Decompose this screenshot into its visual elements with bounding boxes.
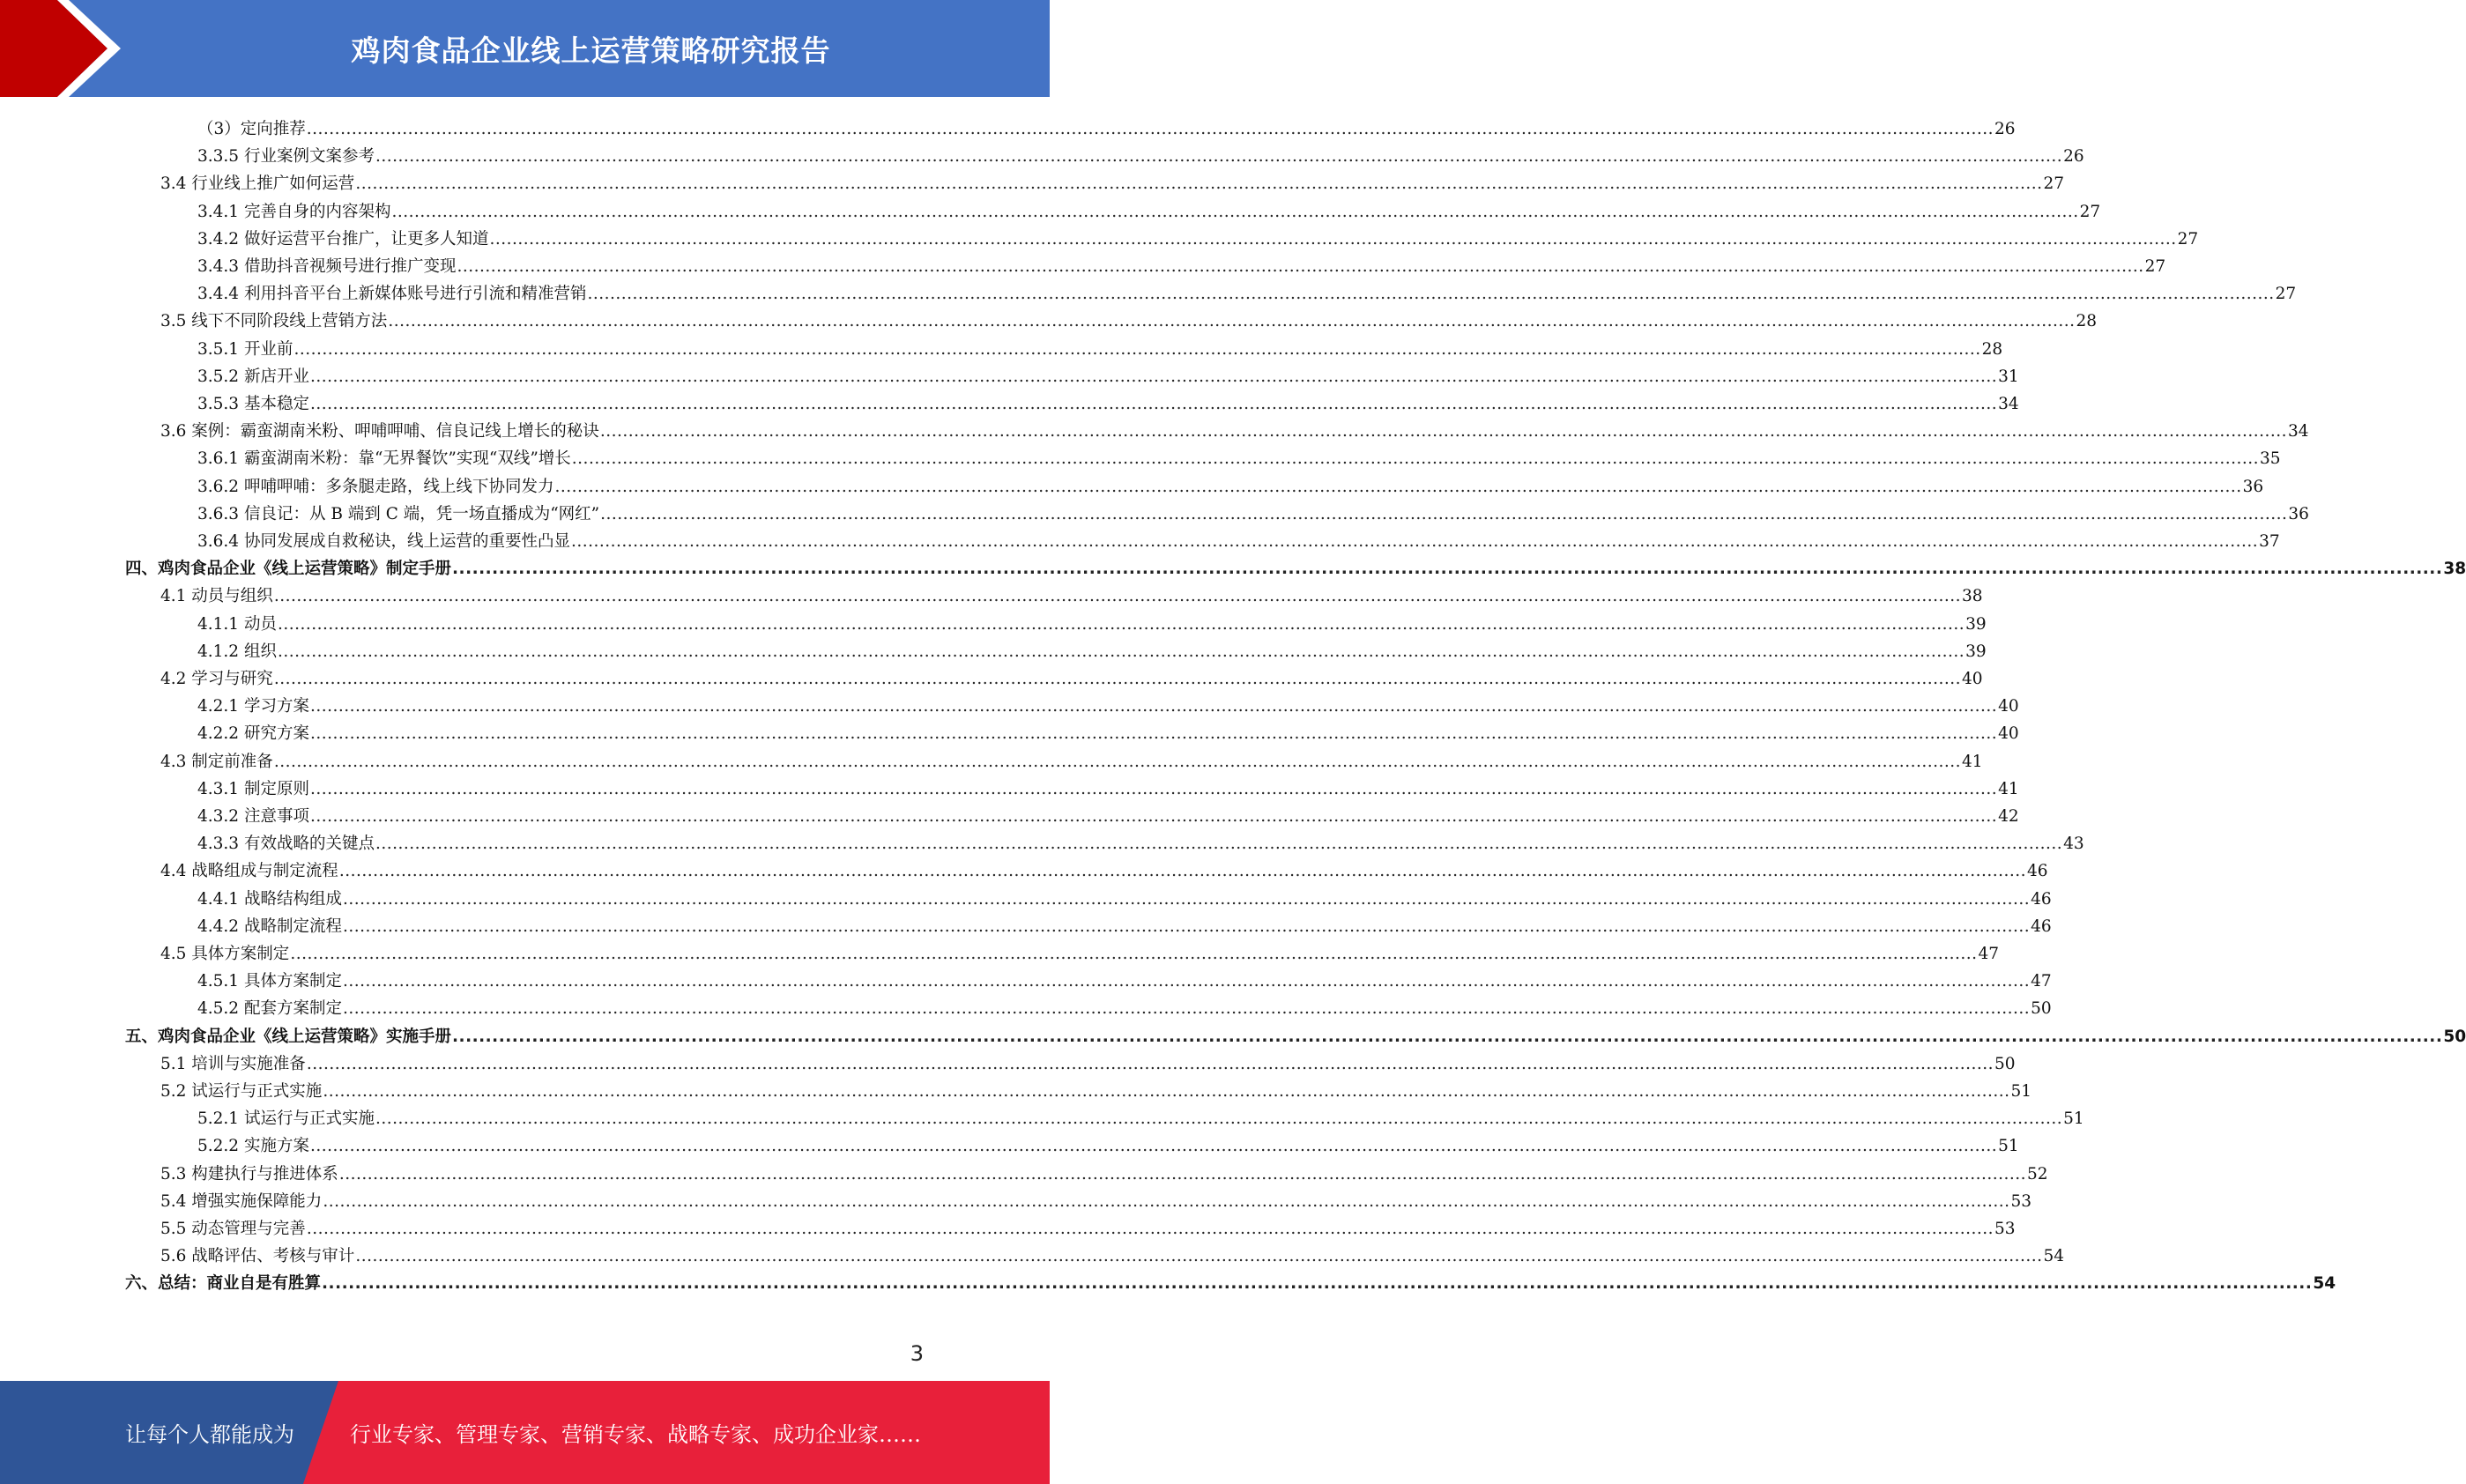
toc-entry-label: 5.1 培训与实施准备 [160,1054,306,1073]
toc-leader-dots: ............................................................................................................................................................................................................................................................................................................ [293,339,1981,359]
toc-entry[interactable] [160,1157,2048,1184]
toc-entry[interactable] [160,579,1983,606]
toc-leader-dots: ............................................................................................................................................................................................................................................................................................................ [457,257,2144,276]
toc-entry[interactable] [160,1047,2016,1074]
toc-leader-dots: ............................................................................................................................................................................................................................................................................................................ [309,367,1998,386]
toc-entry-label: 4.2.1 学习方案 [197,697,309,716]
toc-entry[interactable] [197,112,2016,139]
toc-entry-page: 39 [1965,614,1987,634]
toc-leader-dots: ............................................................................................................................................................................................................................................................................................................ [290,945,1978,963]
toc-entry-page: 47 [2031,972,2052,991]
footer-slogan-left: 让每个人都能成为 [125,1422,294,1447]
toc-entry[interactable] [197,332,2003,360]
toc-leader-dots: ............................................................................................................................................................................................................................................................................................................ [587,285,2275,304]
toc-leader-dots: ............................................................................................................................................................................................................................................................................................................ [554,477,2242,496]
toc-entry-label: 3.5 线下不同阶段线上营销方法 [160,312,388,331]
toc-leader-dots: ............................................................................................................................................................................................................................................................................................................ [452,560,2443,579]
toc-entry[interactable] [125,552,2466,579]
toc-leader-dots: ............................................................................................................................................................................................................................................................................................................ [309,395,1998,413]
toc-entry-page: 46 [2027,862,2048,881]
toc-entry-label: 3.6.3 信良记：从 B 端到 C 端，凭一场直播成为“网红” [197,504,600,523]
toc-entry-page: 27 [2144,257,2166,276]
toc-leader-dots: ............................................................................................................................................................................................................................................................................................................ [309,697,1998,716]
toc-entry-page: 34 [2288,422,2309,441]
toc-entry-page: 35 [2259,449,2281,469]
toc-entry[interactable] [197,634,1987,662]
toc-entry-label: 五、鸡肉食品企业《线上运营策略》实施手册 [125,1027,452,1046]
toc-entry-label: 4.4.2 战略制定流程 [197,916,342,936]
toc-leader-dots: ............................................................................................................................................................................................................................................................................................................ [342,889,2031,909]
toc-entry-label: 3.3.5 行业案例文案参考 [197,147,375,167]
toc-leader-dots: ............................................................................................................................................................................................................................................................................................................ [273,670,1961,688]
toc-entry[interactable] [197,799,2019,827]
toc-entry-label: 六、总结：商业自是有胜算 [125,1274,322,1294]
toc-entry[interactable] [125,1266,2336,1294]
toc-entry[interactable] [197,772,2019,799]
toc-leader-dots: ............................................................................................................................................................................................................................................................................................................ [323,1082,2010,1101]
toc-leader-dots: ............................................................................................................................................................................................................................................................................................................ [306,1220,1994,1238]
toc-entry[interactable] [160,1239,2065,1266]
toc-entry-page: 50 [1994,1054,2016,1073]
toc-entry-page: 26 [2063,147,2084,167]
toc-leader-dots: ............................................................................................................................................................................................................................................................................................................ [338,1164,2026,1183]
toc-entry-page: 27 [2177,229,2199,249]
toc-entry-label: 4.2 学习与研究 [160,670,273,688]
toc-entry-label: 4.1 动员与组织 [160,587,273,606]
toc-entry[interactable] [160,414,2309,441]
toc-leader-dots: ............................................................................................................................................................................................................................................................................................................ [600,504,2288,523]
toc-entry[interactable] [160,745,1983,772]
toc-entry-label: 3.4.2 做好运营平台推广，让更多人知道 [197,229,489,249]
toc-leader-dots: ............................................................................................................................................................................................................................................................................................................ [489,229,2177,249]
toc-entry-page: 28 [2076,312,2098,331]
toc-leader-dots: ............................................................................................................................................................................................................................................................................................................ [309,724,1998,744]
toc-leader-dots: ............................................................................................................................................................................................................................................................................................................ [273,752,1961,771]
toc-entry-label: 4.3.3 有效战略的关键点 [197,835,375,854]
toc-leader-dots: ............................................................................................................................................................................................................................................................................................................ [355,1247,2043,1266]
toc-entry[interactable] [197,1102,2084,1129]
toc-leader-dots: ............................................................................................................................................................................................................................................................................................................ [306,120,1994,138]
toc-entry-label: 5.2 试运行与正式实施 [160,1082,323,1101]
toc-entry-page: 36 [2242,477,2264,496]
toc-entry[interactable] [197,909,2052,937]
toc-entry-page: 50 [2443,1027,2466,1046]
toc-entry-page: 52 [2027,1164,2048,1183]
toc-entry-label: 5.6 战略评估、考核与审计 [160,1247,355,1266]
toc-leader-dots: ............................................................................................................................................................................................................................................................................................................ [309,1137,1998,1156]
toc-leader-dots: ............................................................................................................................................................................................................................................................................................................ [322,1274,2313,1294]
toc-leader-dots: ............................................................................................................................................................................................................................................................................................................ [375,147,2063,167]
toc-entry[interactable] [160,304,2098,331]
toc-entry[interactable] [160,662,1983,689]
toc-entry-label: 3.5.3 基本稳定 [197,395,309,413]
toc-leader-dots: ............................................................................................................................................................................................................................................................................................................ [273,587,1961,606]
toc-entry-page: 26 [1994,120,2016,138]
toc-leader-dots: ............................................................................................................................................................................................................................................................................................................ [277,614,1965,634]
toc-entry[interactable] [197,387,2019,414]
toc-entry-page: 47 [1978,945,2000,963]
toc-entry-page: 41 [1962,752,1983,771]
toc-entry[interactable] [197,139,2084,167]
toc-entry-label: 4.2.2 研究方案 [197,724,309,744]
toc-entry[interactable] [197,882,2052,909]
toc-entry-label: 3.6 案例：霸蛮湖南米粉、呷哺呷哺、信良记线上增长的秘诀 [160,422,599,441]
toc-entry-page: 40 [1998,697,2019,716]
toc-leader-dots: ............................................................................................................................................................................................................................................................................................................ [375,835,2063,854]
toc-entry-label: 5.3 构建执行与推进体系 [160,1164,338,1183]
toc-leader-dots: ............................................................................................................................................................................................................................................................................................................ [570,532,2259,551]
toc-entry-page: 41 [1998,779,2019,798]
toc-entry-page: 28 [1981,339,2003,359]
toc-entry[interactable] [160,1184,2032,1212]
toc-entry[interactable] [197,964,2052,991]
toc-entry-label: 4.5.2 配套方案制定 [197,999,342,1019]
toc-entry-label: 5.2.1 试运行与正式实施 [197,1109,375,1129]
toc-leader-dots: ............................................................................................................................................................................................................................................................................................................ [277,642,1965,661]
toc-entry-label: 4.3.1 制定原则 [197,779,309,798]
toc-entry-label: 4.3.2 注意事项 [197,807,309,826]
toc-entry[interactable] [197,222,2199,249]
toc-entry-label: 4.5.1 具体方案制定 [197,972,342,991]
toc-entry-label: 4.1.1 动员 [197,614,277,634]
toc-entry[interactable] [197,607,1987,634]
footer-slogan-right: 行业专家、管理专家、营销专家、战略专家、成功企业家…… [350,1422,921,1447]
toc-entry-page: 27 [2275,285,2297,304]
toc-entry-page: 46 [2031,916,2052,936]
toc-entry-page: 27 [2079,202,2101,221]
toc-entry[interactable] [197,470,2264,497]
toc-entry[interactable] [197,249,2166,277]
toc-entry[interactable] [197,827,2084,854]
toc-entry-label: 5.4 增强实施保障能力 [160,1191,323,1211]
document-title: 鸡肉食品企业线上运营策略研究报告 [351,33,831,68]
toc-leader-dots: ............................................................................................................................................................................................................................................................................................................ [342,999,2031,1019]
toc-leader-dots: ............................................................................................................................................................................................................................................................................................................ [338,862,2026,881]
toc-entry-page: 38 [2443,560,2466,579]
toc-entry-page: 27 [2043,174,2065,194]
toc-entry-label: 5.2.2 实施方案 [197,1137,309,1156]
toc-leader-dots: ............................................................................................................................................................................................................................................................................................................ [599,422,2287,441]
toc-leader-dots: ............................................................................................................................................................................................................................................................................................................ [375,1109,2063,1129]
toc-entry-page: 50 [2031,999,2052,1019]
toc-entry-label: （3）定向推荐 [197,120,306,138]
toc-leader-dots: ............................................................................................................................................................................................................................................................................................................ [306,1054,1994,1073]
page-footer [0,1381,1050,1484]
toc-entry-label: 四、鸡肉食品企业《线上运营策略》制定手册 [125,560,452,579]
toc-entry[interactable] [125,1020,2466,1047]
toc-entry-label: 3.6.4 协同发展成自救秘诀，线上运营的重要性凸显 [197,532,570,551]
toc-entry-label: 5.5 动态管理与完善 [160,1220,306,1238]
toc-entry-label: 3.4.1 完善自身的内容架构 [197,202,391,221]
header-red-chevron [0,0,132,97]
page-header [0,0,1050,97]
toc-entry-label: 4.1.2 组织 [197,642,277,661]
toc-entry-page: 53 [2010,1191,2032,1211]
toc-entry-page: 53 [1994,1220,2016,1238]
toc-entry[interactable] [197,991,2052,1019]
toc-entry[interactable] [160,854,2048,881]
toc-entry-page: 38 [1962,587,1983,606]
toc-entry[interactable] [197,497,2309,524]
toc-entry[interactable] [197,524,2280,552]
toc-leader-dots: ............................................................................................................................................................................................................................................................................................................ [571,449,2259,469]
toc-leader-dots: ............................................................................................................................................................................................................................................................................................................ [452,1027,2443,1046]
toc-entry-page: 31 [1998,367,2019,386]
toc-entry[interactable] [197,441,2281,469]
toc-leader-dots: ............................................................................................................................................................................................................................................................................................................ [388,312,2076,331]
toc-entry-label: 3.4.3 借助抖音视频号进行推广变现 [197,257,457,276]
page-number: 3 [910,1341,924,1366]
toc-entry-page: 42 [1998,807,2019,826]
toc-entry[interactable] [197,1129,2019,1156]
toc-entry-label: 3.5.2 新店开业 [197,367,309,386]
toc-entry[interactable] [160,1212,2016,1239]
toc-entry-label: 3.6.1 霸蛮湖南米粉：靠“无界餐饮”实现“双线”增长 [197,449,571,469]
toc-entry-page: 51 [2063,1109,2084,1129]
toc-entry-label: 3.6.2 呷哺呷哺：多条腿走路，线上线下协同发力 [197,477,554,496]
toc-entry-label: 3.4.4 利用抖音平台上新媒体账号进行引流和精准营销 [197,285,587,304]
toc-entry[interactable] [197,689,2019,716]
toc-leader-dots: ............................................................................................................................................................................................................................................................................................................ [342,972,2031,991]
toc-entry-label: 4.3 制定前准备 [160,752,273,771]
toc-entry[interactable] [197,360,2019,387]
toc-entry-label: 3.5.1 开业前 [197,339,293,359]
toc-entry-page: 54 [2313,1274,2336,1294]
toc-entry[interactable] [197,277,2297,304]
toc-entry-page: 54 [2043,1247,2065,1266]
toc-leader-dots: ............................................................................................................................................................................................................................................................................................................ [309,807,1998,826]
toc-entry-label: 4.5 具体方案制定 [160,945,290,963]
toc-leader-dots: ............................................................................................................................................................................................................................................................................................................ [391,202,2079,221]
toc-entry[interactable] [197,716,2019,744]
toc-leader-dots: ............................................................................................................................................................................................................................................................................................................ [323,1191,2010,1211]
toc-entry-page: 51 [1998,1137,2019,1156]
toc-entry[interactable] [160,937,2000,964]
toc-entry-page: 51 [2010,1082,2032,1101]
toc-entry-page: 39 [1965,642,1987,661]
toc-entry-page: 37 [2259,532,2280,551]
toc-entry[interactable] [160,167,2065,194]
toc-entry[interactable] [160,1074,2032,1102]
toc-entry-page: 36 [2288,504,2309,523]
toc-entry-page: 46 [2031,889,2052,909]
toc-entry-page: 43 [2063,835,2084,854]
toc-entry-label: 3.4 行业线上推广如何运营 [160,174,355,194]
toc-entry-label: 4.4 战略组成与制定流程 [160,862,338,881]
toc-entry-page: 40 [1998,724,2019,744]
toc-leader-dots: ............................................................................................................................................................................................................................................................................................................ [309,779,1998,798]
toc-entry-page: 34 [1998,395,2019,413]
toc-entry-label: 4.4.1 战略结构组成 [197,889,342,909]
toc-leader-dots: ............................................................................................................................................................................................................................................................................................................ [355,174,2043,194]
toc-entry[interactable] [197,195,2101,222]
toc-leader-dots: ............................................................................................................................................................................................................................................................................................................ [342,916,2031,936]
toc-entry-page: 40 [1962,670,1983,688]
